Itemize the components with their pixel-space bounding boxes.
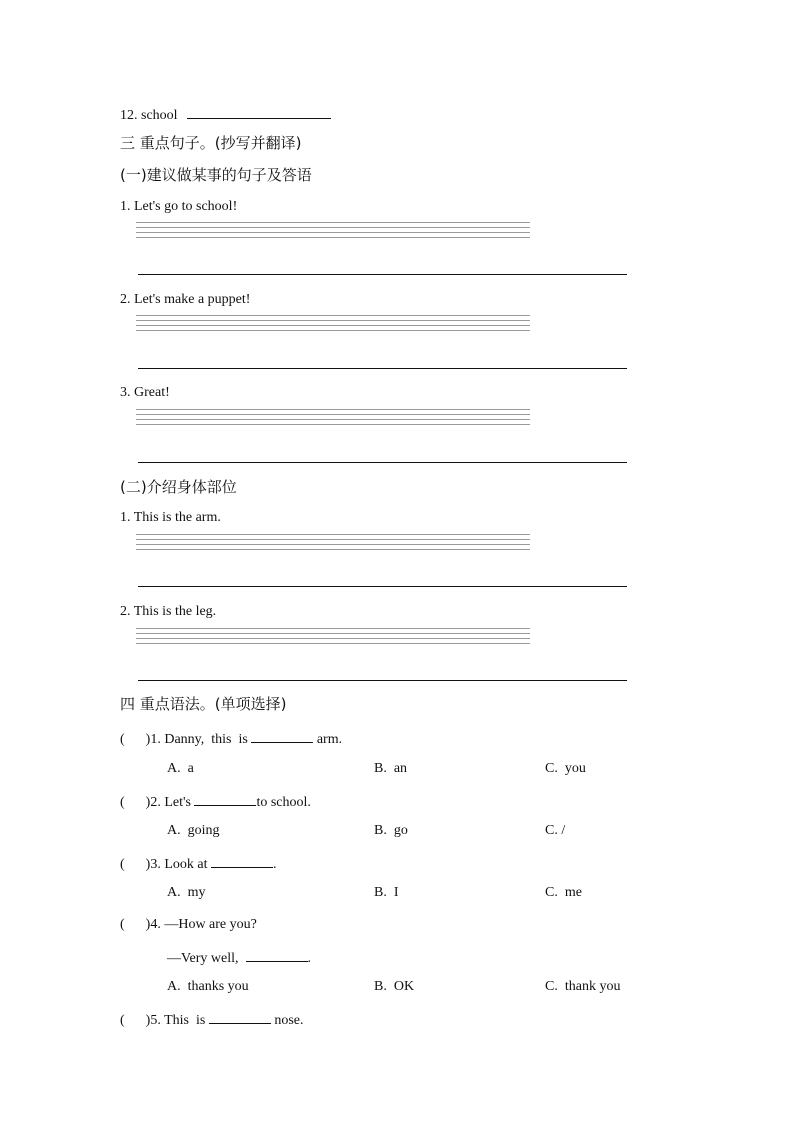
answer-blank[interactable] bbox=[209, 1011, 271, 1024]
part-2-title: (二)介绍身体部位 bbox=[120, 478, 237, 496]
item-12-blank[interactable] bbox=[187, 106, 331, 119]
translation-line-3[interactable] bbox=[138, 462, 627, 463]
option-b[interactable]: B. an bbox=[374, 761, 408, 776]
answer-paren[interactable]: ( ) bbox=[120, 795, 151, 810]
sentence-5: 2. This is the leg. bbox=[120, 604, 217, 619]
writing-lines-2 bbox=[136, 315, 530, 335]
translation-line-4[interactable] bbox=[138, 586, 627, 587]
sentence-2: 2. Let's make a puppet! bbox=[120, 292, 251, 307]
option-a[interactable]: A. going bbox=[167, 823, 220, 838]
answer-paren[interactable]: ( ) bbox=[120, 917, 151, 932]
translation-line-1[interactable] bbox=[138, 274, 627, 275]
answer-paren[interactable]: ( ) bbox=[120, 732, 151, 747]
option-c[interactable]: C. thank you bbox=[545, 979, 621, 994]
part-1-title: (一)建议做某事的句子及答语 bbox=[120, 166, 312, 184]
answer-blank[interactable] bbox=[211, 855, 273, 868]
section-4-title: 四 重点语法。(单项选择) bbox=[120, 695, 287, 713]
answer-blank[interactable] bbox=[246, 949, 308, 962]
question-2: ( )2. Let's to school. bbox=[120, 795, 311, 810]
option-a[interactable]: A. thanks you bbox=[167, 979, 249, 994]
translation-line-2[interactable] bbox=[138, 368, 627, 369]
option-b[interactable]: B. I bbox=[374, 885, 399, 900]
answer-blank[interactable] bbox=[251, 730, 313, 743]
question-4: ( )4. —How are you? bbox=[120, 917, 257, 932]
option-c[interactable]: C. / bbox=[545, 823, 566, 838]
writing-lines-5 bbox=[136, 628, 530, 648]
option-c[interactable]: C. me bbox=[545, 885, 582, 900]
option-c[interactable]: C. you bbox=[545, 761, 586, 776]
question-4-line-2: —Very well, . bbox=[167, 951, 312, 966]
question-5: ( )5. This is nose. bbox=[120, 1013, 304, 1028]
writing-lines-3 bbox=[136, 409, 530, 429]
writing-lines-4 bbox=[136, 534, 530, 554]
section-3-title: 三 重点句子。(抄写并翻译) bbox=[120, 134, 302, 152]
option-b[interactable]: B. OK bbox=[374, 979, 415, 994]
item-12-label: 12. school bbox=[120, 108, 178, 123]
translation-line-5[interactable] bbox=[138, 680, 627, 681]
answer-paren[interactable]: ( ) bbox=[120, 1013, 151, 1028]
sentence-4: 1. This is the arm. bbox=[120, 510, 221, 525]
sentence-1: 1. Let's go to school! bbox=[120, 199, 238, 214]
question-3: ( )3. Look at . bbox=[120, 857, 277, 872]
sentence-3: 3. Great! bbox=[120, 385, 170, 400]
writing-lines-1 bbox=[136, 222, 530, 242]
option-b[interactable]: B. go bbox=[374, 823, 408, 838]
option-a[interactable]: A. a bbox=[167, 761, 194, 776]
answer-blank[interactable] bbox=[194, 793, 256, 806]
item-12 bbox=[120, 106, 331, 123]
answer-paren[interactable]: ( ) bbox=[120, 857, 151, 872]
option-a[interactable]: A. my bbox=[167, 885, 206, 900]
question-1: ( )1. Danny, this is arm. bbox=[120, 732, 343, 747]
